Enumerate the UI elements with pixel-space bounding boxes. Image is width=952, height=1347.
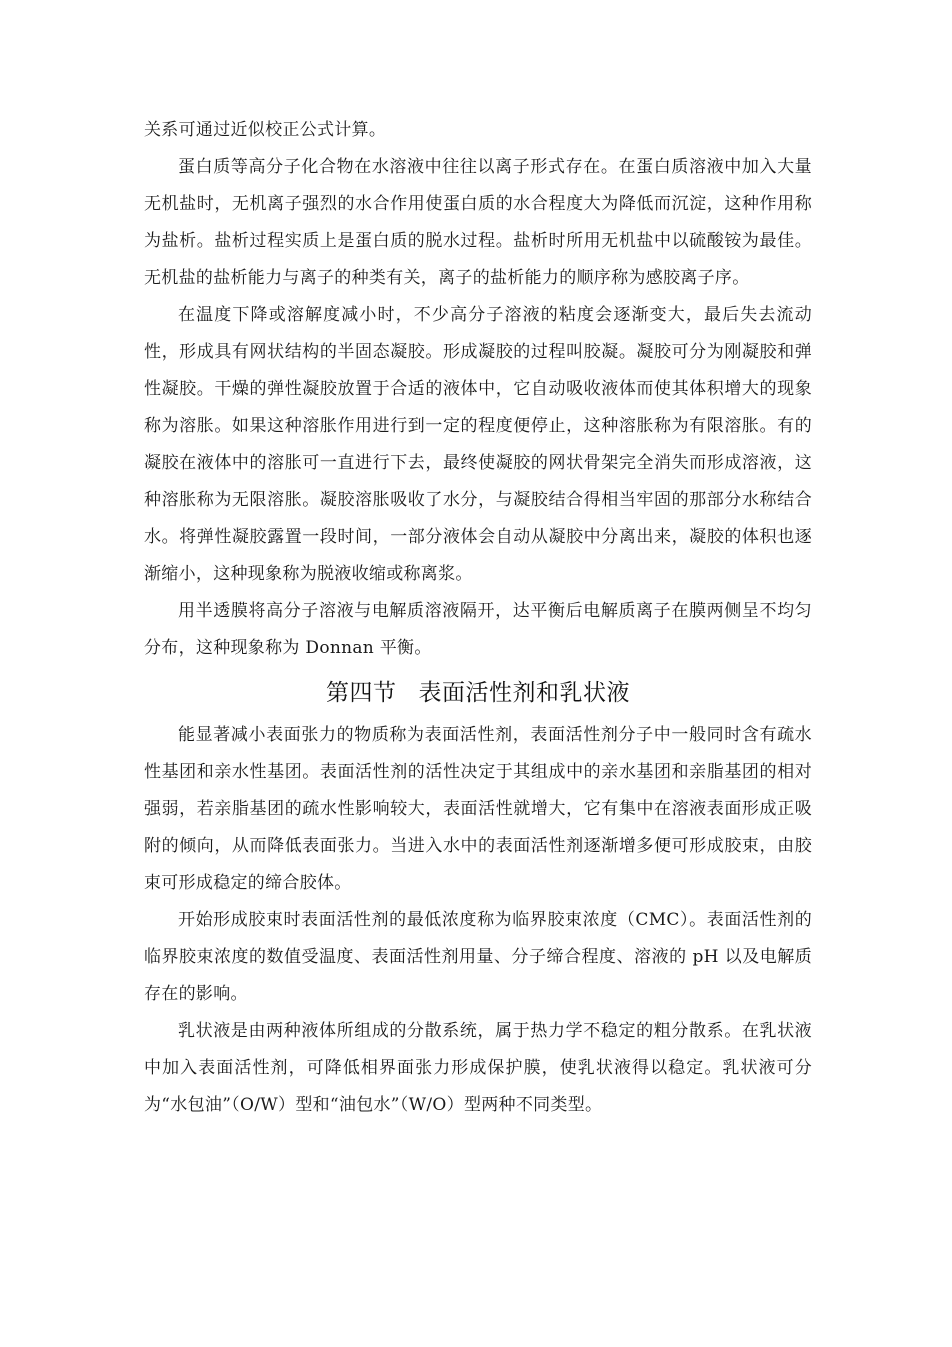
paragraph-continuation: 关系可通过近似校正公式计算。 [144,120,387,140]
paragraph-donnan: 用半透膜将高分子溶液与电解质溶液隔开，达平衡后电解质离子在膜两侧呈不均匀分布，这种现象称为 Donnan 平衡。 [144,601,812,658]
paragraph-cmc: 开始形成胶束时表面活性剂的最低浓度称为临界胶束浓度（CMC）。表面活性剂的临界胶束浓度的数值受温度、表面活性剂用量、分子缔合程度、溶液的 pH 以及电解质存在的影响。 [144,910,812,1004]
section-number: 第四节 [326,680,397,706]
paragraph-surfactant: 能显著减小表面张力的物质称为表面活性剂，表面活性剂分子中一般同时含有疏水性基团和亲水性基团。表面活性剂的活性决定于其组成中的亲水基团和亲脂基团的相对强弱，若亲脂基团的疏水性影响较大，表面活性就增大，它有集中在溶液表面形成正吸附的倾向，从而降低表面张力。当进入水中的表面活性剂逐渐增多便可形成胶束，由胶束可形成稳定的缔合胶体。 [144,725,812,893]
document-page [144,112,812,1124]
paragraph-salting-out: 蛋白质等高分子化合物在水溶液中往往以离子形式存在。在蛋白质溶液中加入大量无机盐时，无机离子强烈的水合作用使蛋白质的水合程度大为降低而沉淀，这种作用称为盐析。盐析过程实质上是蛋白质的脱水过程。盐析时所用无机盐中以硫酸铵为最佳。无机盐的盐析能力与离子的种类有关，离子的盐析能力的顺序称为感胶离子序。 [144,157,812,288]
paragraph-emulsion: 乳状液是由两种液体所组成的分散系统，属于热力学不稳定的粗分散系。在乳状液中加入表面活性剂，可降低相界面张力形成保护膜，使乳状液得以稳定。乳状液可分为“水包油”（O/W）型和“油包水”（W/O）型两种不同类型。 [144,1021,812,1115]
section-heading [144,673,812,713]
section-title: 表面活性剂和乳状液 [418,680,630,706]
paragraph-gel-swelling: 在温度下降或溶解度减小时，不少高分子溶液的粘度会逐渐变大，最后失去流动性，形成具有网状结构的半固态凝胶。形成凝胶的过程叫胶凝。凝胶可分为刚凝胶和弹性凝胶。干燥的弹性凝胶放置于合适的液体中，它自动吸收液体而使其体积增大的现象称为溶胀。如果这种溶胀作用进行到一定的程度便停止，这种溶胀称为有限溶胀。有的凝胶在液体中的溶胀可一直进行下去，最终使凝胶的网状骨架完全消失而形成溶液，这种溶胀称为无限溶胀。凝胶溶胀吸收了水分，与凝胶结合得相当牢固的那部分水称结合水。将弹性凝胶露置一段时间，一部分液体会自动从凝胶中分离出来，凝胶的体积也逐渐缩小，这种现象称为脱液收缩或称离浆。 [144,305,812,584]
